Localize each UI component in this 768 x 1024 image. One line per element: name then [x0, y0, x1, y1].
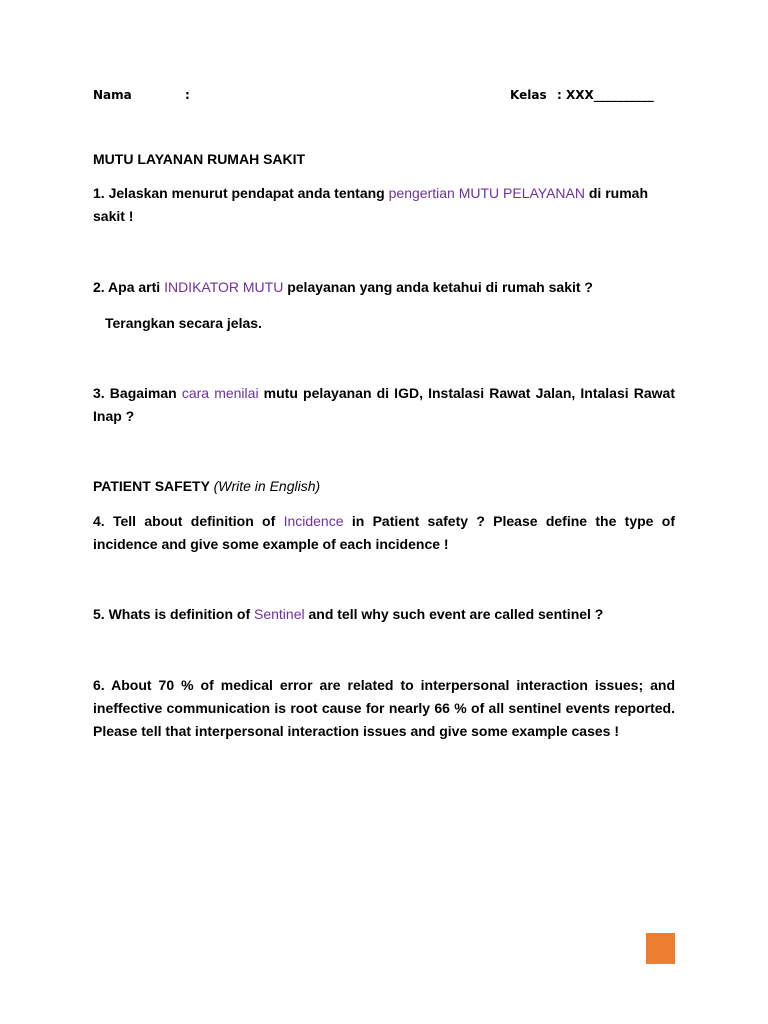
question-3 [93, 382, 675, 428]
patient-safety-note: (Write in English) [213, 478, 321, 494]
question-2-text-post: pelayanan yang anda ketahui di rumah sakit ? [283, 279, 593, 295]
question-4-text-post: in Patient safety ? Please define the type of incidence and give some example of each incidence ! [93, 513, 675, 552]
section-title-patient-safety [93, 475, 675, 498]
question-2-text-pre: 2. Apa arti [93, 279, 165, 295]
student-info-row [93, 88, 675, 106]
question-4-text-pre: 4. Tell about definition of [93, 513, 284, 529]
question-1 [93, 182, 675, 228]
question-5 [93, 603, 675, 626]
question-5-text-post: and tell why such event are called sentinel ? [304, 606, 604, 622]
question-5-text-pre: 5. Whats is definition of [93, 606, 254, 622]
page-corner-marker [646, 933, 675, 964]
nama-label: Nama [93, 88, 132, 102]
question-1-text-post: di rumah sakit ! [93, 185, 648, 224]
section-title-mutu-layanan: MUTU LAYANAN RUMAH SAKIT [93, 151, 306, 167]
nama-colon: : [185, 88, 190, 102]
patient-safety-title: PATIENT SAFETY [93, 478, 210, 494]
question-4-accent: Incidence [283, 513, 344, 529]
question-3-accent: cara menilai [181, 385, 259, 401]
kelas-label: Kelas [510, 88, 547, 102]
question-3-text-post: mutu pelayanan di IGD, Instalasi Rawat Jalan, Intalasi Rawat Inap ? [93, 385, 676, 424]
question-4 [93, 510, 675, 556]
question-2 [93, 276, 675, 299]
question-1-accent: pengertian MUTU PELAYANAN [388, 185, 585, 201]
question-2-accent: INDIKATOR MUTU [164, 279, 284, 295]
question-2-subtext: Terangkan secara jelas. [105, 315, 262, 331]
question-3-text-pre: 3. Bagaiman [93, 385, 182, 401]
question-1-text-pre: 1. Jelaskan menurut pendapat anda tentang [93, 185, 389, 201]
kelas-value: : XXX__________ [557, 88, 654, 102]
question-5-accent: Sentinel [254, 606, 305, 622]
question-6: 6. About 70 % of medical error are related to interpersonal interaction issues; and ineffective communication is root cause for nearly 66 % of all sentinel events reported. Please tell that interpersonal interaction issues and give some example cases ! [93, 677, 675, 739]
